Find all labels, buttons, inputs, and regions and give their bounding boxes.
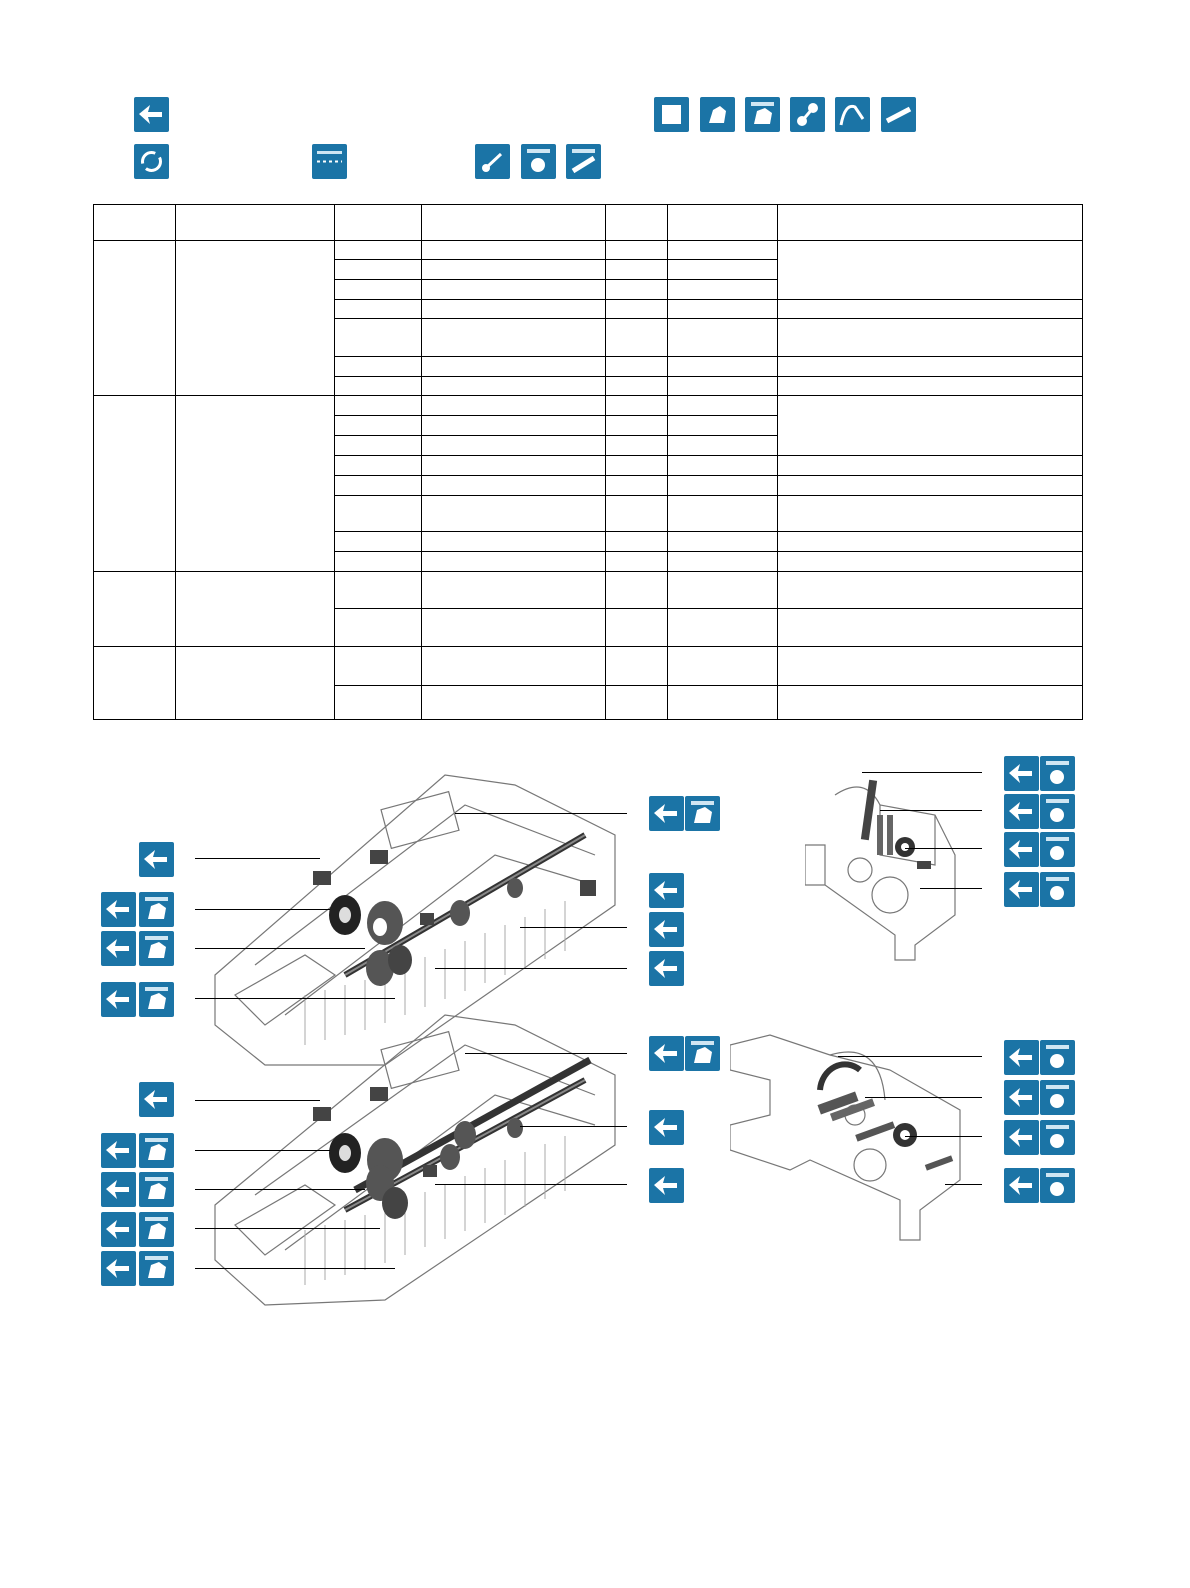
grease-icon (1040, 1120, 1075, 1155)
lubricate-icon (139, 931, 174, 966)
lubricate-icon (685, 796, 720, 831)
callout-line (195, 909, 330, 910)
maintenance-icon (649, 796, 684, 831)
table-row-line (334, 279, 777, 280)
callout-line (465, 1053, 627, 1054)
maintenance-icon (1004, 794, 1039, 829)
grease-icon (1040, 1080, 1075, 1115)
table-col-line (667, 204, 668, 720)
lubricate-icon (139, 1212, 174, 1247)
grease-icon (1040, 1040, 1075, 1075)
maintenance-icon (649, 951, 684, 986)
table-col-line (334, 204, 335, 720)
interval-icon (312, 144, 347, 179)
table-row-line (334, 376, 1083, 377)
maintenance-icon (139, 842, 174, 877)
table-row-line (334, 551, 1083, 552)
maintenance-icon (101, 982, 136, 1017)
callout-line (195, 858, 320, 859)
maintenance-icon (649, 1036, 684, 1071)
table-row-line (93, 240, 1083, 241)
callout-line (195, 1268, 395, 1269)
maintenance-icon (101, 1172, 136, 1207)
clean-icon (700, 97, 735, 132)
maintenance-icon (134, 97, 169, 132)
callout-line (195, 1189, 365, 1190)
maintenance-icon (1004, 1120, 1039, 1155)
maintenance-icon (649, 1168, 684, 1203)
maintenance-icon (1004, 756, 1039, 791)
maintenance-table (93, 204, 1083, 720)
callout-line (905, 1136, 982, 1137)
callout-line (905, 848, 982, 849)
callout-line (920, 888, 982, 889)
drive-unit-upper-diagram (805, 775, 985, 965)
maintenance-icon (139, 1082, 174, 1117)
tool-icon (566, 144, 601, 179)
grease-icon (1040, 832, 1075, 867)
maintenance-icon (649, 873, 684, 908)
maintenance-icon (649, 1110, 684, 1145)
table-row-line (334, 531, 1083, 532)
table-row-line (334, 475, 1083, 476)
table-row-line (334, 299, 1083, 300)
callout-line (520, 927, 627, 928)
table-col-line (605, 204, 606, 720)
lubricate-icon (139, 982, 174, 1017)
grease-icon (1040, 794, 1075, 829)
table-col-line (175, 204, 176, 720)
callout-line (865, 1097, 982, 1098)
table-col-line (421, 204, 422, 720)
table-row-line (334, 356, 1083, 357)
callout-line (195, 1228, 380, 1229)
maintenance-icon (101, 1212, 136, 1247)
callout-line (435, 1184, 627, 1185)
callout-line (195, 998, 395, 999)
grease-icon (1040, 756, 1075, 791)
table-row-line (334, 259, 777, 260)
table-row-line (93, 646, 1083, 647)
lubricate-icon (139, 1133, 174, 1168)
parts-icon (475, 144, 510, 179)
table-row-line (334, 415, 777, 416)
drive-unit-lower-diagram (730, 1030, 980, 1250)
table-row-line (334, 435, 777, 436)
maintenance-icon (101, 1251, 136, 1286)
maintenance-icon (649, 912, 684, 947)
grease-icon (521, 144, 556, 179)
lubricate-icon (745, 97, 780, 132)
callout-line (455, 813, 627, 814)
callout-line (195, 948, 365, 949)
lubricate-icon (139, 892, 174, 927)
rotate-icon (134, 144, 169, 179)
table-col-line (777, 204, 778, 720)
maintenance-icon (101, 931, 136, 966)
table-row-line (334, 318, 1083, 319)
callout-line (435, 968, 627, 969)
grease-icon (1040, 1168, 1075, 1203)
adjust-icon (790, 97, 825, 132)
maintenance-icon (1004, 872, 1039, 907)
callout-line (945, 1184, 982, 1185)
maintenance-icon (1004, 1080, 1039, 1115)
maintenance-icon (101, 892, 136, 927)
callout-line (195, 1100, 320, 1101)
lubricate-icon (139, 1172, 174, 1207)
table-row-line (334, 685, 1083, 686)
lubricate-icon (139, 1251, 174, 1286)
measure-icon (881, 97, 916, 132)
table-row-line (334, 495, 1083, 496)
maintenance-icon (101, 1133, 136, 1168)
callout-line (838, 1056, 982, 1057)
replace-icon (654, 97, 689, 132)
table-row-line (93, 395, 1083, 396)
table-row-line (334, 608, 1083, 609)
lubricate-icon (685, 1036, 720, 1071)
inspect-icon (835, 97, 870, 132)
table-row-line (334, 455, 1083, 456)
maintenance-icon (1004, 1168, 1039, 1203)
maintenance-icon (1004, 832, 1039, 867)
maintenance-icon (1004, 1040, 1039, 1075)
grease-icon (1040, 872, 1075, 907)
callout-line (195, 1150, 330, 1151)
callout-line (520, 1126, 627, 1127)
table-row-line (93, 571, 1083, 572)
callout-line (880, 810, 982, 811)
callout-line (862, 772, 982, 773)
